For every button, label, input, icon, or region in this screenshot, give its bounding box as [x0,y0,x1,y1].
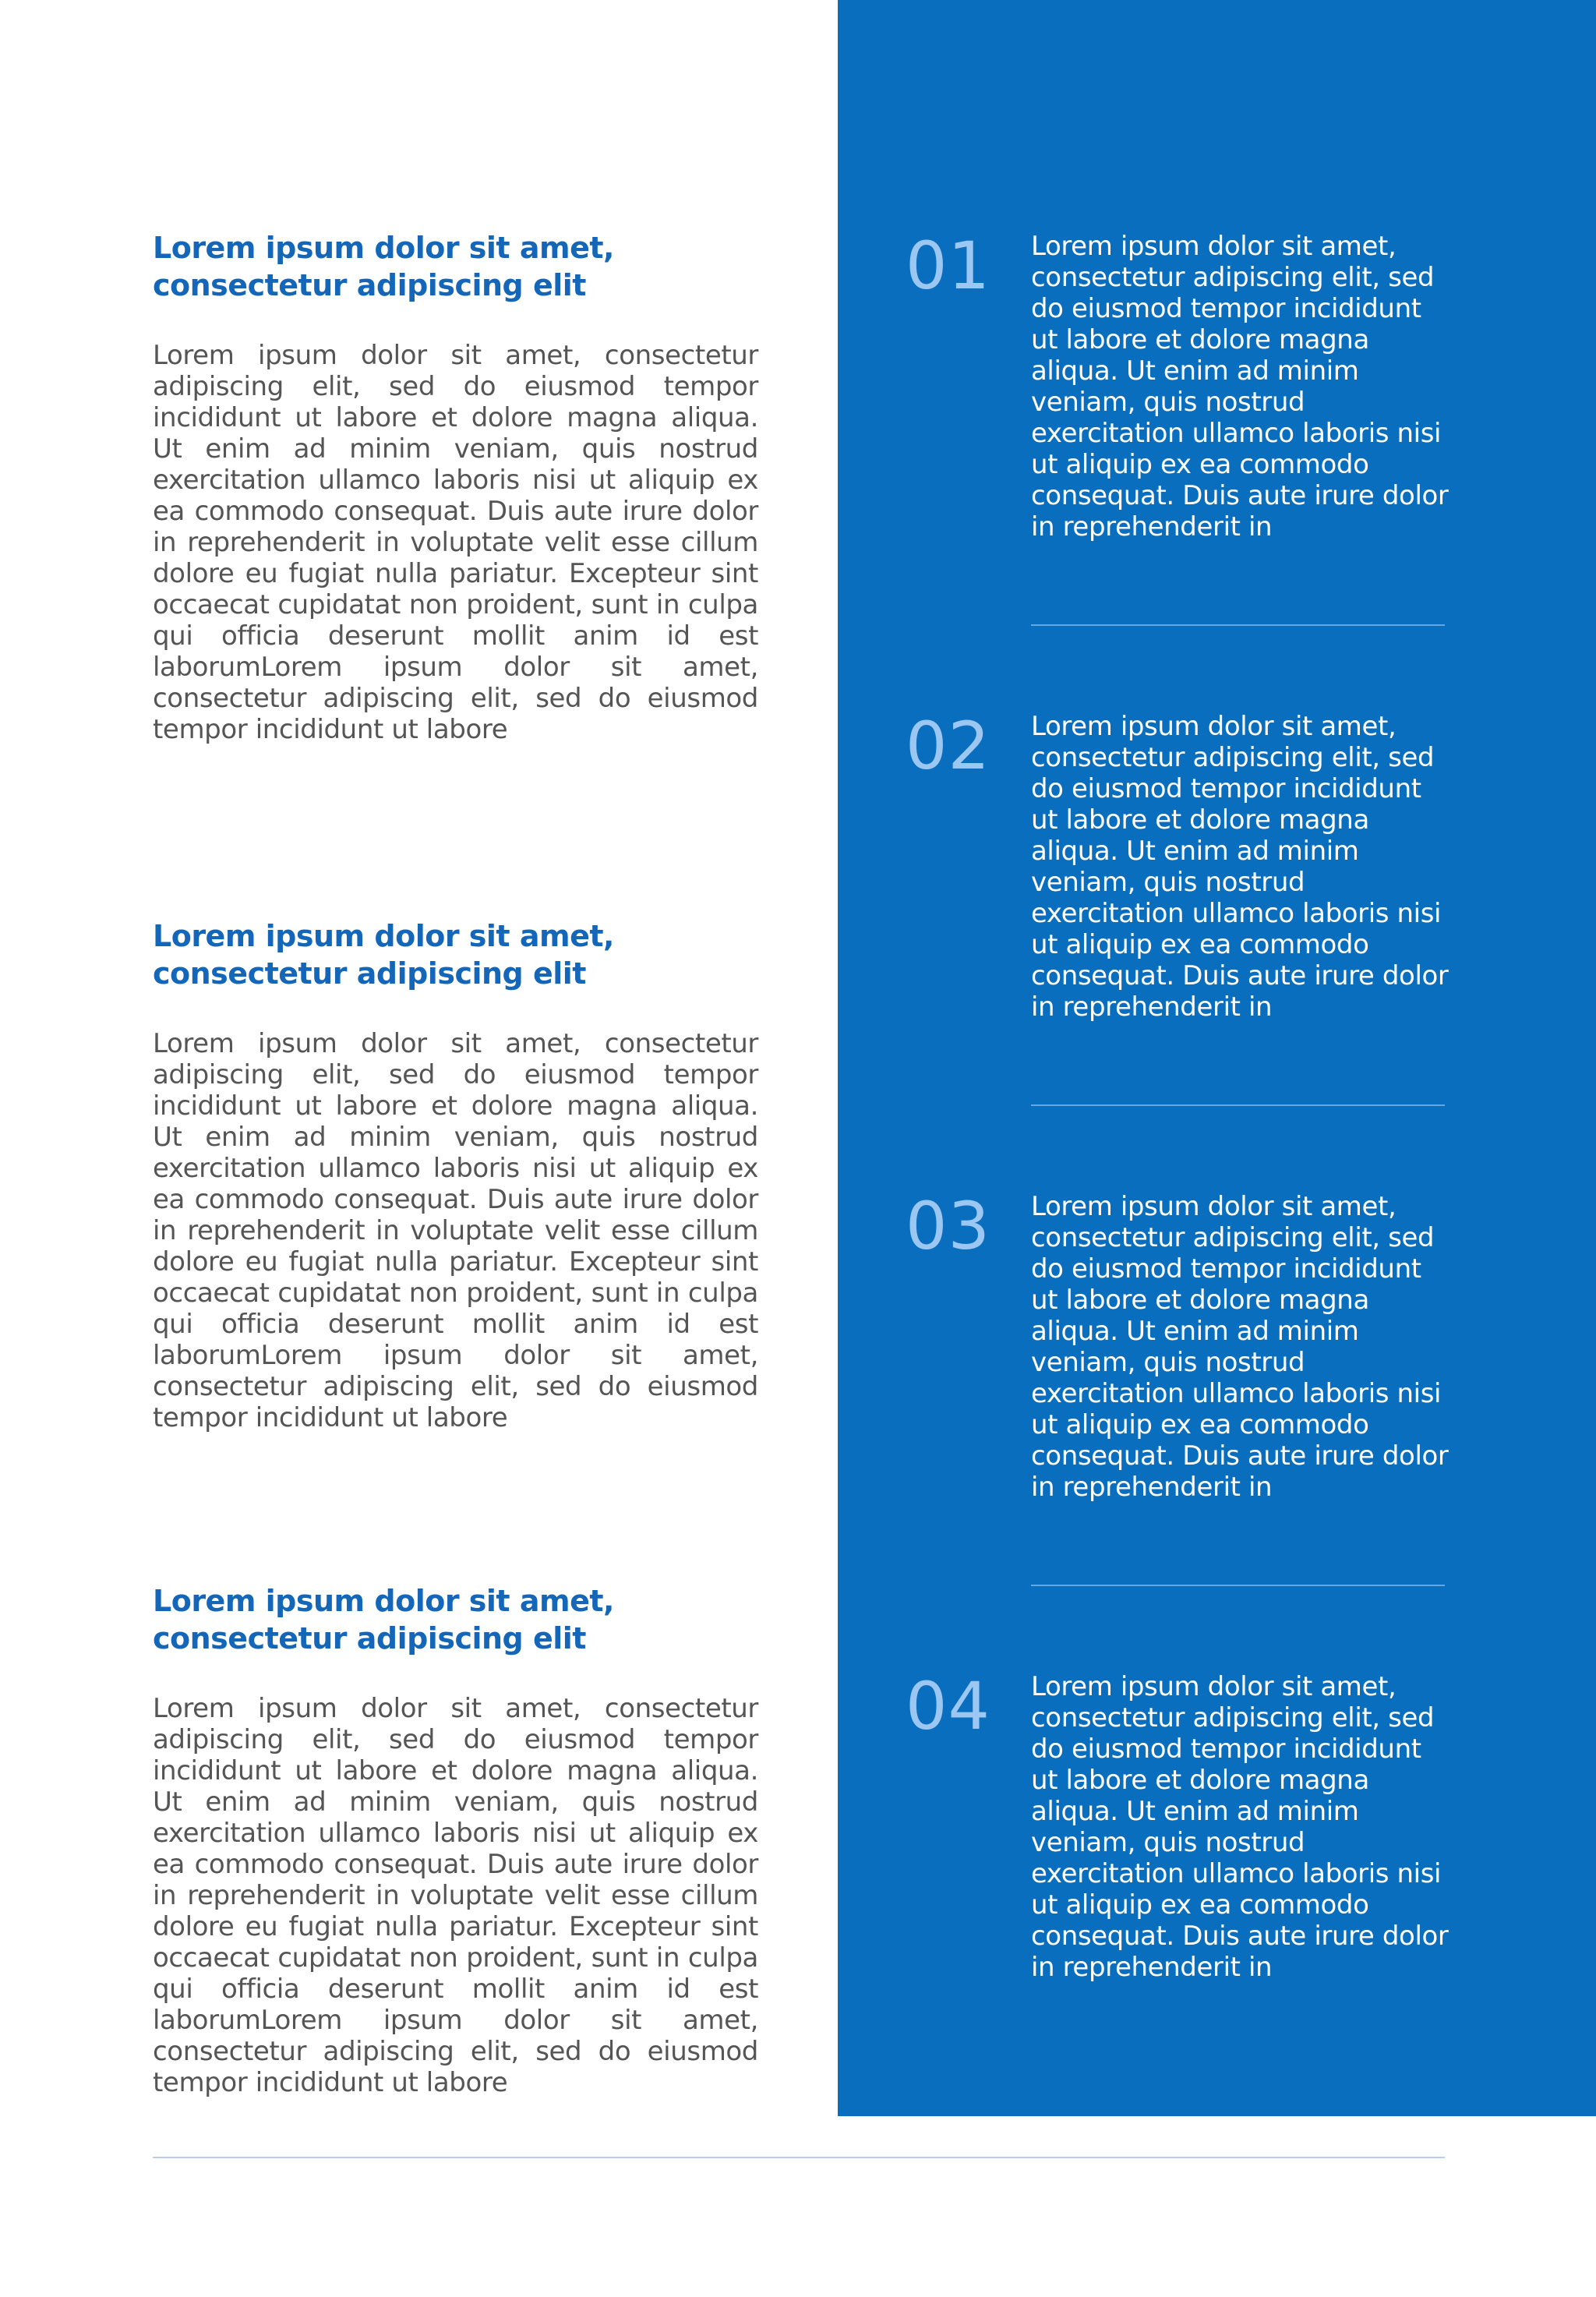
section-body: Lorem ipsum dolor sit amet, consectetur adipiscing elit, sed do eiusmod tempor incididunt ut labore et dolore magna aliqua. Ut enim ad minim veniam, quis nostrud exercitation ullamco laboris nisi ut aliquip ex ea commodo consequat. Duis aute irure dolor in reprehenderit in voluptate velit esse cillum dolore eu fugiat nulla pariatur. Excepteur sint occaecat cupidatat non proident, sunt in culpa qui officia deserunt mollit anim id est laborumLorem ipsum dolor sit amet, consectetur adipiscing elit, sed do eiusmod tempor incididunt ut labore [153,1693,758,2098]
step-text: Lorem ipsum dolor sit amet, consectetur adipiscing elit, sed do eiusmod tempor incididunt ut labore et dolore magna aliqua. Ut enim ad minim veniam, quis nostrud exercitation ullamco laboris nisi ut aliquip ex ea commodo consequat. Duis aute irure dolor in reprehenderit in [1031,1671,1449,1983]
step-text: Lorem ipsum dolor sit amet, consectetur adipiscing elit, sed do eiusmod tempor incididunt ut labore et dolore magna aliqua. Ut enim ad minim veniam, quis nostrud exercitation ullamco laboris nisi ut aliquip ex ea commodo consequat. Duis aute irure dolor in reprehenderit in [1031,1191,1449,1503]
step-number: 02 [906,708,990,784]
section-heading: Lorem ipsum dolor sit amet, consectetur adipiscing elit [153,1584,614,1656]
step-text: Lorem ipsum dolor sit amet, consectetur adipiscing elit, sed do eiusmod tempor incididunt ut labore et dolore magna aliqua. Ut enim ad minim veniam, quis nostrud exercitation ullamco laboris nisi ut aliquip ex ea commodo consequat. Duis aute irure dolor in reprehenderit in [1031,711,1449,1023]
step-text: Lorem ipsum dolor sit amet, consectetur adipiscing elit, sed do eiusmod tempor incididunt ut labore et dolore magna aliqua. Ut enim ad minim veniam, quis nostrud exercitation ullamco laboris nisi ut aliquip ex ea commodo consequat. Duis aute irure dolor in reprehenderit in [1031,231,1449,542]
section-body: Lorem ipsum dolor sit amet, consectetur adipiscing elit, sed do eiusmod tempor incididunt ut labore et dolore magna aliqua. Ut enim ad minim veniam, quis nostrud exercitation ullamco laboris nisi ut aliquip ex ea commodo consequat. Duis aute irure dolor in reprehenderit in voluptate velit esse cillum dolore eu fugiat nulla pariatur. Excepteur sint occaecat cupidatat non proident, sunt in culpa qui officia deserunt mollit anim id est laborumLorem ipsum dolor sit amet, consectetur adipiscing elit, sed do eiusmod tempor incididunt ut labore [153,340,758,745]
left-section-1 [153,229,758,745]
section-heading: Lorem ipsum dolor sit amet, consectetur adipiscing elit [153,231,614,302]
step-divider [1031,1585,1445,1586]
footer-rule [153,2157,1445,2158]
section-heading: Lorem ipsum dolor sit amet, consectetur adipiscing elit [153,919,614,991]
step-divider [1031,624,1445,626]
left-section-3 [153,1582,758,2098]
step-divider [1031,1104,1445,1106]
step-number: 04 [906,1668,990,1744]
step-number: 01 [906,228,990,304]
left-section-2 [153,917,758,1433]
step-number: 03 [906,1188,990,1264]
section-body: Lorem ipsum dolor sit amet, consectetur adipiscing elit, sed do eiusmod tempor incididunt ut labore et dolore magna aliqua. Ut enim ad minim veniam, quis nostrud exercitation ullamco laboris nisi ut aliquip ex ea commodo consequat. Duis aute irure dolor in reprehenderit in voluptate velit esse cillum dolore eu fugiat nulla pariatur. Excepteur sint occaecat cupidatat non proident, sunt in culpa qui officia deserunt mollit anim id est laborumLorem ipsum dolor sit amet, consectetur adipiscing elit, sed do eiusmod tempor incididunt ut labore [153,1028,758,1433]
